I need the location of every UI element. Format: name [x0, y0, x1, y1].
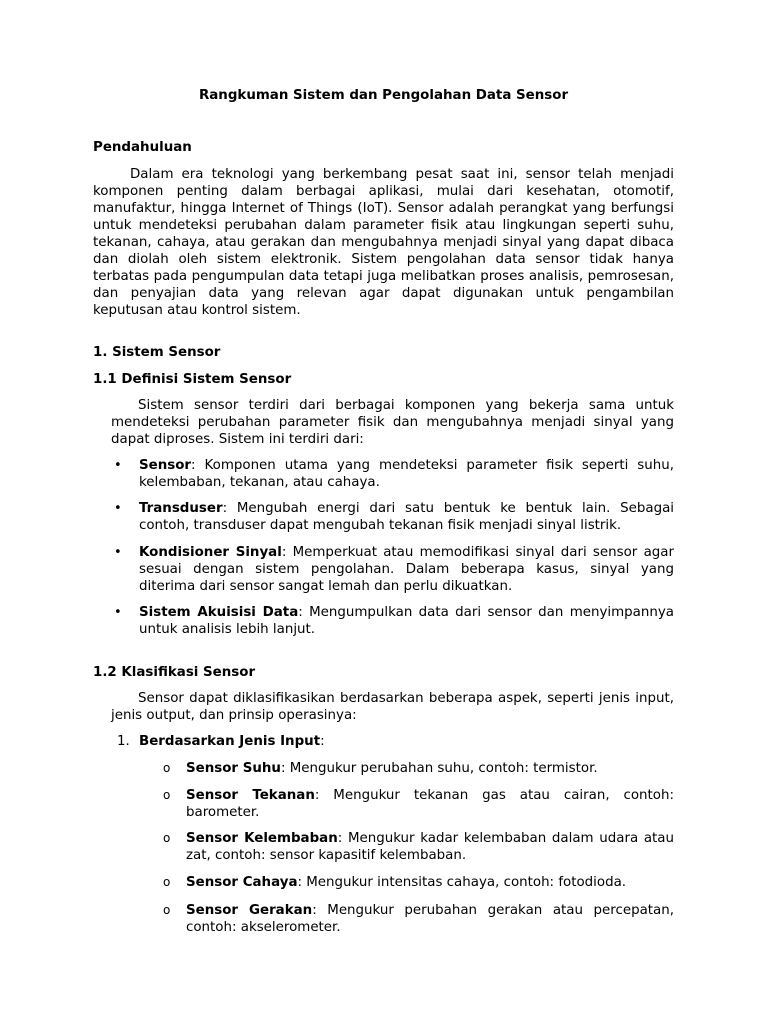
- numbered-item-suffix: :: [320, 734, 325, 749]
- numbered-item-term: Berdasarkan Jenis Input: [139, 734, 321, 749]
- sub-list-item-term: Sensor Tekanan: [186, 788, 315, 803]
- list-item-desc: : Mengubah energi dari satu bentuk ke bentuk lain. Sebagai contoh, transduser dapat mengubah tekanan fisik menjadi sinyal listrik.: [139, 501, 674, 533]
- sub-list-item: [163, 787, 674, 821]
- circle-bullet-icon: o: [163, 875, 171, 889]
- sub-list-item: [163, 902, 674, 936]
- list-item: [114, 604, 674, 638]
- circle-bullet-icon: o: [163, 761, 171, 775]
- bullet-icon: •: [114, 501, 122, 516]
- section-1-2-heading: 1.2 Klasifikasi Sensor: [93, 665, 256, 680]
- sub-list-item-desc: : Mengukur perubahan suhu, contoh: termistor.: [280, 761, 598, 776]
- list-item-term: Kondisioner Sinyal: [139, 545, 282, 560]
- list-item-desc: : Mengumpulkan data dari sensor dan menyimpannya untuk analisis lebih lanjut.: [139, 605, 674, 637]
- section-1-heading: 1. Sistem Sensor: [93, 345, 221, 360]
- sub-list-item-term: Sensor Kelembaban: [186, 831, 338, 846]
- list-item: [114, 544, 674, 595]
- intro-heading: Pendahuluan: [93, 140, 192, 155]
- bullet-icon: •: [114, 605, 122, 620]
- sub-list-item-desc: : Mengukur kadar kelembaban dalam udara atau zat, contoh: sensor kapasitif kelembaban.: [186, 831, 674, 863]
- list-item-desc: : Memperkuat atau memodifikasi sinyal dari sensor agar sesuai dengan sistem pengolahan. Dalam beberapa kasus, sinyal yang diterima dari sensor sangat lemah dan perlu dikuatkan.: [139, 545, 674, 594]
- sub-list-item-term: Sensor Gerakan: [186, 903, 313, 918]
- sub-list-item-term: Sensor Cahaya: [186, 875, 298, 890]
- document-title: Rangkuman Sistem dan Pengolahan Data Sensor: [198, 88, 569, 103]
- bullet-icon: •: [114, 458, 122, 473]
- list-item-term: Transduser: [139, 501, 223, 516]
- list-item-term: Sensor: [139, 458, 192, 473]
- sub-list-item: [163, 830, 674, 864]
- sub-list-item-desc: : Mengukur tekanan gas atau cairan, contoh: barometer.: [186, 788, 674, 820]
- sub-list-item: [163, 760, 674, 777]
- sub-list-item-desc: : Mengukur perubahan gerakan atau percepatan, contoh: akselerometer.: [186, 903, 674, 935]
- sub-list-item: [163, 874, 674, 891]
- section-1-1-paragraph: Sistem sensor terdiri dari berbagai komponen yang bekerja sama untuk mendeteksi perubahan parameter fisik dan mengubahnya menjadi sinyal yang dapat diproses. Sistem ini terdiri dari:: [111, 398, 674, 447]
- list-item: [114, 500, 674, 534]
- sub-list-item-desc: : Mengukur intensitas cahaya, contoh: fotodioda.: [297, 875, 627, 890]
- intro-paragraph: Dalam era teknologi yang berkembang pesat saat ini, sensor telah menjadi komponen penting dalam berbagai aplikasi, mulai dari kesehatan, otomotif, manufaktur, hingga Internet of Things (IoT). Sensor adalah perangkat yang berfungsi untuk mendeteksi perubahan dalam parameter fisik atau lingkungan seperti suhu, tekanan, cahaya, atau gerakan dan mengubahnya menjadi sinyal yang dapat dibaca dan diolah oleh sistem elektronik. Sistem pengolahan data sensor tidak hanya terbatas pada pengumpulan data tetapi juga melibatkan proses analisis, pemrosesan, dan penyajian data yang relevan agar dapat digunakan untuk pengambilan keputusan atau kontrol sistem.: [93, 167, 674, 318]
- circle-bullet-icon: o: [163, 831, 171, 845]
- numbered-item: [117, 733, 674, 750]
- section-1-1-heading: 1.1 Definisi Sistem Sensor: [93, 372, 292, 387]
- number-marker: 1.: [117, 734, 130, 749]
- circle-bullet-icon: o: [163, 788, 171, 802]
- bullet-icon: •: [114, 545, 122, 560]
- sub-list-item-term: Sensor Suhu: [186, 761, 281, 776]
- list-item-desc: : Komponen utama yang mendeteksi parameter fisik seperti suhu, kelembaban, tekanan, atau cahaya.: [139, 458, 674, 490]
- list-item: [114, 457, 674, 491]
- list-item-term: Sistem Akuisisi Data: [139, 605, 299, 620]
- section-1-2-paragraph: Sensor dapat diklasifikasikan berdasarkan beberapa aspek, seperti jenis input, jenis output, dan prinsip operasinya:: [111, 691, 674, 723]
- circle-bullet-icon: o: [163, 903, 171, 917]
